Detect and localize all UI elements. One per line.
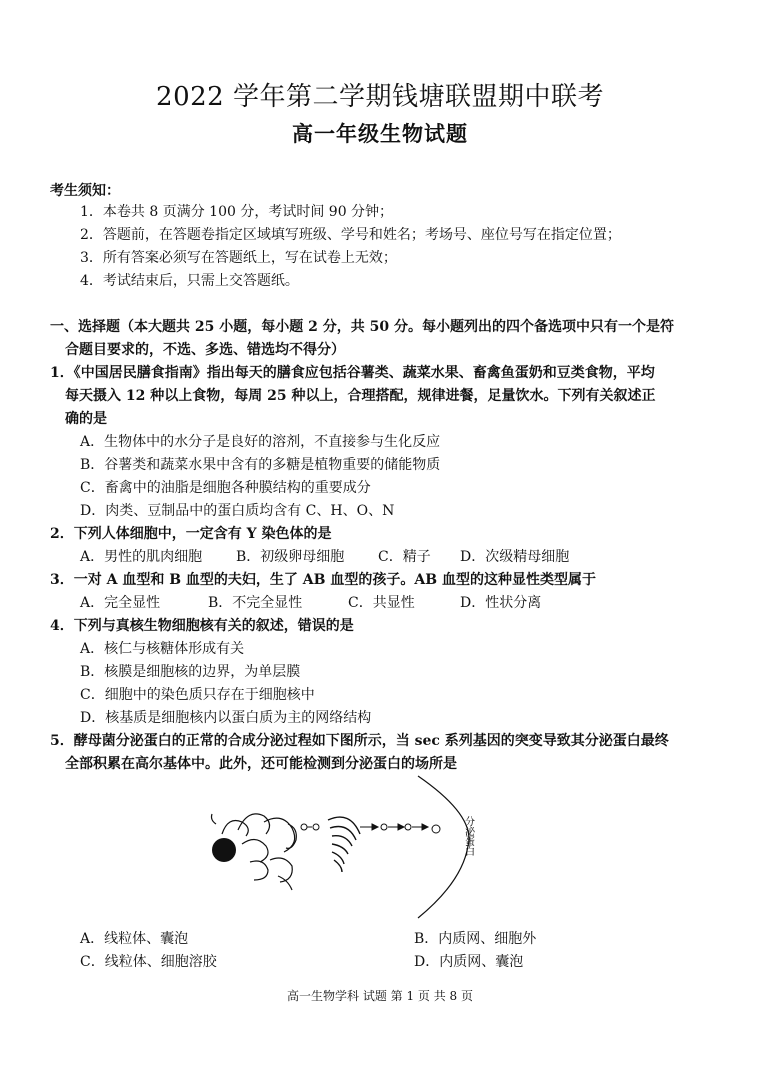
question-3-option-c: C．共显性 — [348, 595, 415, 611]
question-3-option-b: B．不完全显性 — [208, 595, 303, 611]
question-1-option-c: C．畜禽中的油脂是细胞各种膜结构的重要成分 — [80, 480, 371, 496]
question-1-stem: 1．《中国居民膳食指南》指出每天的膳食应包括谷薯类、蔬菜水果、畜禽鱼蛋奶和豆类食物，平均 — [50, 365, 655, 381]
question-2-option-b: B．初级卵母细胞 — [236, 549, 345, 565]
question-1-option-b: B．谷薯类和蔬菜水果中含有的多糖是植物重要的储能物质 — [80, 457, 441, 473]
question-5-option-a: A．线粒体、囊泡 — [80, 931, 189, 947]
page-footer: 高一生物学科 试题 第 1 页 共 8 页 — [287, 989, 473, 1003]
question-5-option-c: C．线粒体、细胞溶胶 — [80, 954, 217, 970]
question-5-stem-cont: 全部积累在高尔基体中。此外，还可能检测到分泌蛋白的场所是 — [65, 756, 457, 772]
question-4-option-c: C．细胞中的染色质只存在于细胞核中 — [80, 687, 315, 703]
notice-item: 3．所有答案必须写在答题纸上，写在试卷上无效； — [80, 250, 397, 266]
section-heading: 一、选择题（本大题共 25 小题，每小题 2 分，共 50 分。每小题列出的四个备选项中只有一个是符 — [50, 319, 674, 335]
question-1-stem-cont: 每天摄入 12 种以上食物，每周 25 种以上，合理搭配，规律进餐，足量饮水。下列有关叙述正 — [65, 388, 656, 404]
notice-item: 4．考试结束后，只需上交答题纸。 — [80, 273, 299, 289]
question-4-option-a: A．核仁与核糖体形成有关 — [80, 641, 245, 657]
question-5-option-d: D．内质网、囊泡 — [414, 954, 524, 970]
vesicle-chain-2 — [360, 824, 440, 833]
question-1-option-a: A．生物体中的水分子是良好的溶剂，不直接参与生化反应 — [80, 434, 441, 450]
question-2-option-a: A．男性的肌肉细胞 — [80, 549, 203, 565]
question-1-stem-cont: 确的是 — [65, 411, 107, 427]
question-4-stem: 4．下列与真核生物细胞核有关的叙述，错误的是 — [50, 618, 354, 634]
cell-membrane-shape — [418, 776, 469, 918]
notice-item: 2．答题前，在答题卷指定区域填写班级、学号和姓名；考场号、座位号写在指定位置； — [80, 227, 621, 243]
notice-heading: 考生须知： — [50, 183, 120, 199]
question-3-stem: 3．一对 A 血型和 B 血型的夫妇，生了 AB 血型的孩子。AB 血型的这种显性类型属于 — [50, 572, 596, 588]
question-3-option-a: A．完全显性 — [80, 595, 161, 611]
question-2-stem: 2．下列人体细胞中，一定含有 Y 染色体的是 — [50, 526, 332, 542]
exam-title: 2022 学年第二学期钱塘联盟期中联考 — [156, 82, 604, 112]
question-4-option-d: D．核基质是细胞核内以蛋白质为主的网络结构 — [80, 710, 372, 726]
secretion-pathway-diagram — [200, 772, 500, 922]
question-4-option-b: B．核膜是细胞核的边界，为单层膜 — [80, 664, 301, 680]
notice-item: 1．本卷共 8 页满分 100 分，考试时间 90 分钟； — [80, 204, 394, 220]
golgi-apparatus-shape — [328, 817, 360, 872]
question-3-option-d: D．性状分离 — [460, 595, 542, 611]
question-2-option-c: C．精子 — [378, 549, 431, 565]
question-2-option-d: D．次级精母细胞 — [460, 549, 570, 565]
section-heading-cont: 合题目要求的，不选、多选、错选均不得分） — [65, 342, 345, 358]
question-1-option-d: D．肉类、豆制品中的蛋白质均含有 C、H、O、N — [80, 503, 395, 519]
vesicle-chain-1 — [301, 824, 319, 830]
question-5-option-b: B．内质网、细胞外 — [414, 931, 537, 947]
exam-subtitle: 高一年级生物试题 — [292, 121, 468, 146]
question-5-stem: 5．酵母菌分泌蛋白的正常的合成分泌过程如下图所示，当 sec 系列基因的突变导致其分泌蛋白最终 — [50, 733, 669, 749]
secreted-protein-label: 分泌蛋白 — [462, 816, 474, 856]
nucleus-shape — [212, 838, 236, 862]
